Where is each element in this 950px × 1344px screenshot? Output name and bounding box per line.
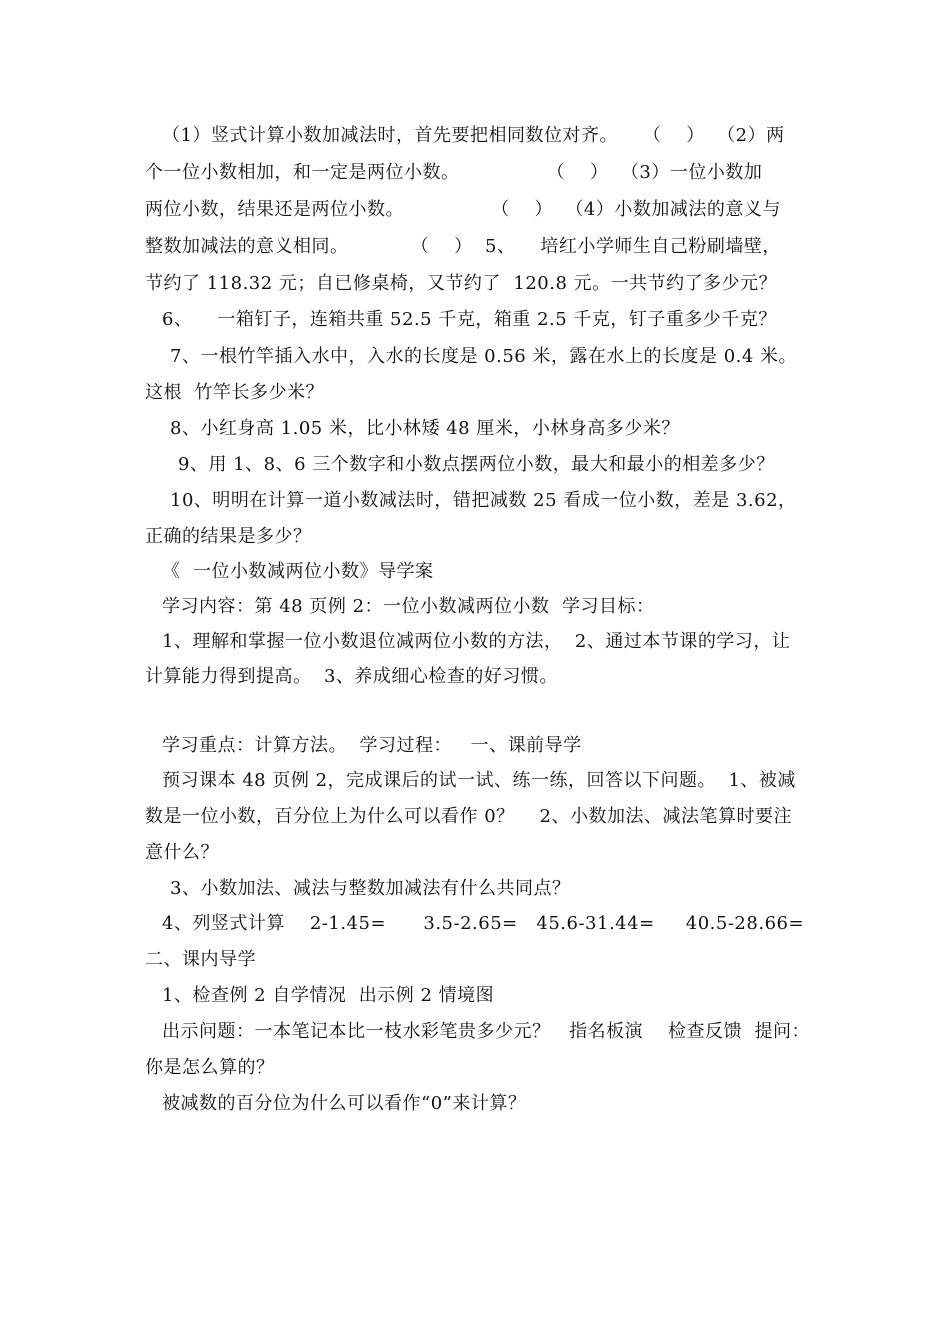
text-line: 被减数的百分位为什么可以看作“0”来计算？ — [162, 1093, 527, 1114]
text-line: 数是一位小数，百分位上为什么可以看作 0？ 2、小数加法、减法笔算时要注 — [145, 806, 793, 827]
text-line: 6、 一箱钉子，连箱共重 52.5 千克，箱重 2.5 千克，钉子重多少千克？ — [162, 309, 777, 330]
text-line: 正确的结果是多少？ — [145, 526, 312, 547]
text-line: 两位小数，结果还是两位小数。 （ ） （4）小数加减法的意义与 — [145, 199, 781, 220]
text-line: 7、一根竹竿插入水中，入水的长度是 0.56 米，露在水上的长度是 0.4 米。 — [170, 346, 798, 367]
text-line: 出示问题：一本笔记本比一枝水彩笔贵多少元？ 指名板演 检查反馈 提问： — [162, 1021, 810, 1042]
document-title: 《 一位小数减两位小数》导学案 — [162, 561, 434, 582]
text-line: （1）竖式计算小数加减法时，首先要把相同数位对齐。 （ ） （2）两 — [162, 125, 785, 146]
text-line: 你是怎么算的？ — [145, 1057, 275, 1078]
text-line: 预习课本 48 页例 2，完成课后的试一试、练一练，回答以下问题。 1、被减 — [162, 770, 796, 791]
text-line: 1、理解和掌握一位小数退位减两位小数的方法， 2、通过本节课的学习，让 — [162, 631, 791, 652]
section-heading: 二、课内导学 — [145, 949, 256, 970]
text-line: 计算能力得到提高。 3、养成细心检查的好习惯。 — [145, 666, 558, 687]
text-line: 意什么？ — [145, 842, 219, 863]
text-line: 1、检查例 2 自学情况 出示例 2 情境图 — [162, 985, 495, 1006]
text-line: 10、明明在计算一道小数减法时，错把减数 25 看成一位小数，差是 3.62， — [170, 490, 797, 511]
text-line: 9、用 1、8、6 三个数字和小数点摆两位小数，最大和最小的相差多少？ — [178, 454, 775, 475]
text-line: 这根 竹竿长多少米？ — [145, 382, 324, 403]
text-line: 学习内容：第 48 页例 2：一位小数减两位小数 学习目标： — [162, 596, 655, 617]
text-line: 节约了 118.32 元；自已修桌椅，又节约了 120.8 元。一共节约了多少元？ — [145, 273, 778, 294]
text-line: 整数加减法的意义相同。 （ ） 5、 培红小学师生自己粉刷墙壁， — [145, 236, 781, 257]
text-line: 3、小数加法、减法与整数加减法有什么共同点？ — [170, 878, 571, 899]
text-line: 个一位小数相加，和一定是两位小数。 （ ） （3）一位小数加 — [145, 162, 763, 183]
text-line: 4、列竖式计算 2-1.45= 3.5-2.65= 45.6-31.44= 40.5-28.66= — [162, 913, 805, 934]
text-line: 8、小红身高 1.05 米，比小林矮 48 厘米，小林身高多少米？ — [170, 418, 680, 439]
text-line: 学习重点：计算方法。 学习过程： 一、课前导学 — [162, 735, 582, 756]
